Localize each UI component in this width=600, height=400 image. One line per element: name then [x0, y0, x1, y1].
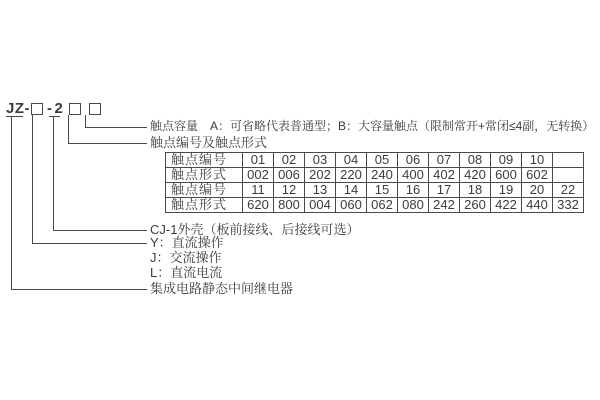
table-cell: 06	[398, 153, 429, 168]
model-box-3	[89, 103, 101, 115]
table-cell: 01	[243, 153, 274, 168]
table-cell: 13	[305, 183, 336, 198]
table-cell: 16	[398, 183, 429, 198]
table-row	[166, 168, 584, 183]
table-cell: 10	[522, 153, 553, 168]
table-cell: 402	[429, 168, 460, 183]
table-cell: 18	[460, 183, 491, 198]
table-cell: 006	[274, 168, 305, 183]
table-cell: 03	[305, 153, 336, 168]
contact-table-body	[166, 153, 584, 213]
table-cell: 20	[522, 183, 553, 198]
table-row	[166, 153, 584, 168]
model-box-1	[31, 103, 43, 115]
table-cell: 602	[522, 168, 553, 183]
leader-product-name	[11, 117, 147, 290]
table-cell: 202	[305, 168, 336, 183]
table-cell: 420	[460, 168, 491, 183]
model-series-digit: 2	[54, 100, 64, 117]
table-cell: 19	[491, 183, 522, 198]
table-cell: 17	[429, 183, 460, 198]
table-cell: 15	[367, 183, 398, 198]
table-cell: 05	[367, 153, 398, 168]
table-cell: 332	[553, 198, 584, 213]
table-cell: 062	[367, 198, 398, 213]
table-cell: 440	[522, 198, 553, 213]
row-header-cell: 触点编号	[166, 183, 243, 198]
table-cell: 600	[491, 168, 522, 183]
table-cell: 004	[305, 198, 336, 213]
table-cell: 09	[491, 153, 522, 168]
table-cell: 060	[336, 198, 367, 213]
table-cell: 002	[243, 168, 274, 183]
table-cell: 260	[460, 198, 491, 213]
model-prefix: JZ-	[6, 100, 30, 117]
table-row	[166, 183, 584, 198]
table-cell: 02	[274, 153, 305, 168]
table-cell: 800	[274, 198, 305, 213]
table-cell: 620	[243, 198, 274, 213]
table-cell: 422	[491, 198, 522, 213]
callout-dc-operation: Y：直流操作	[150, 235, 224, 250]
row-header-cell: 触点形式	[166, 198, 243, 213]
table-cell: 11	[243, 183, 274, 198]
table-row	[166, 198, 584, 213]
table-cell: 220	[336, 168, 367, 183]
table-cell: 242	[429, 198, 460, 213]
table-cell: 400	[398, 168, 429, 183]
table-cell: 08	[460, 153, 491, 168]
table-cell	[553, 153, 584, 168]
table-cell: 14	[336, 183, 367, 198]
row-header-cell: 触点形式	[166, 168, 243, 183]
model-box-2	[69, 103, 81, 115]
callout-dc-current: L：直流电流	[150, 265, 223, 280]
callout-product-name: 集成电路静态中间继电器	[150, 281, 294, 296]
table-cell	[553, 168, 584, 183]
table-cell: 240	[367, 168, 398, 183]
contact-table	[165, 152, 584, 213]
table-cell: 12	[274, 183, 305, 198]
table-cell: 080	[398, 198, 429, 213]
callout-contact-no-form: 触点编号及触点形式	[150, 135, 268, 150]
callout-ac-operation: J：交流操作	[150, 250, 222, 265]
table-cell: 07	[429, 153, 460, 168]
callout-case: CJ-1外壳（板前接线、后接线可选）	[150, 222, 360, 237]
callout-contact-capacity: 触点容量 A：可省略代表普通型；B：大容量触点（限制常开+常闭≤4副，无转换）	[150, 119, 595, 133]
table-cell: 04	[336, 153, 367, 168]
model-separator: -	[47, 100, 53, 117]
table-cell: 22	[553, 183, 584, 198]
row-header-cell: 触点编号	[166, 153, 243, 168]
